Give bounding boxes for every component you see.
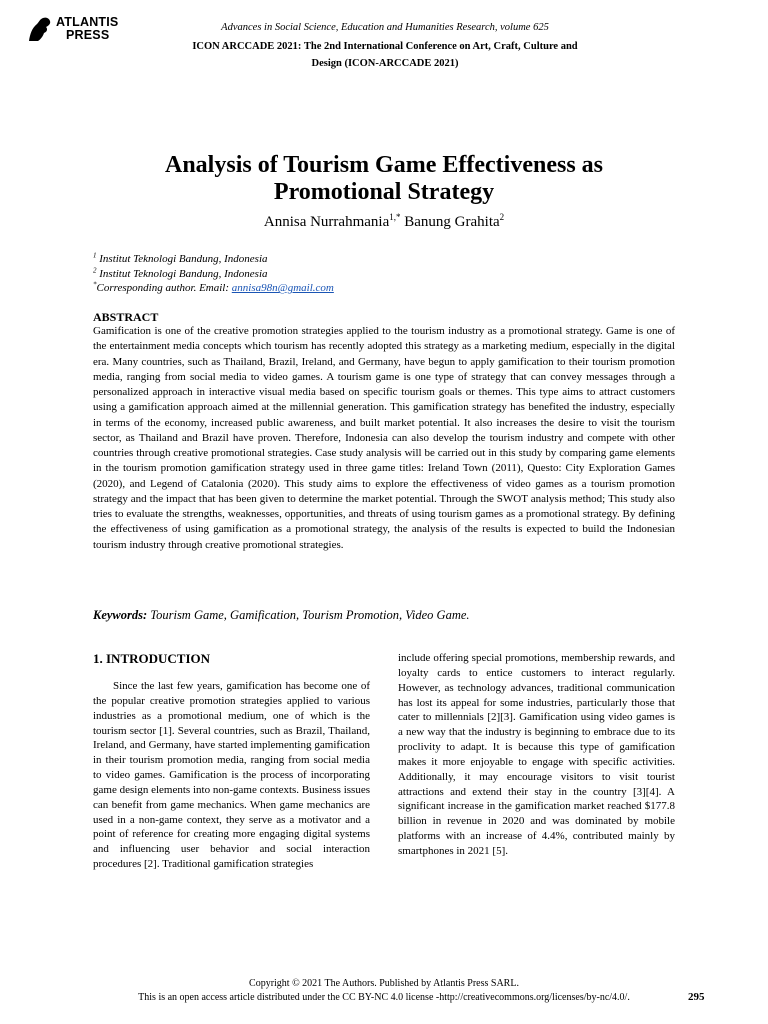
corresponding-superscript: * xyxy=(93,280,97,289)
atlantis-logo-icon xyxy=(26,14,56,44)
author-1-superscript: 1,* xyxy=(389,212,401,222)
title-line-1: Analysis of Tourism Game Effectiveness as xyxy=(165,152,603,178)
email-link[interactable]: annisa98n@gmail.com xyxy=(231,282,334,295)
logo-line-2: PRESS xyxy=(66,28,110,42)
copyright-line: Copyright © 2021 The Authors. Published by Atlantis Press SARL. xyxy=(249,978,519,989)
page-footer xyxy=(0,977,768,1005)
corresponding-author xyxy=(93,281,334,296)
keywords xyxy=(93,608,470,623)
affiliation-1 xyxy=(93,252,334,267)
paper-title xyxy=(90,152,678,206)
keywords-label: Keywords: xyxy=(93,608,148,622)
affiliation-2 xyxy=(93,267,334,282)
abstract-text: Gamification is one of the creative promotion strategies applied to the tourism industry as a promotional strategy. Game is one of the entertainment media concepts which tourism has recently adopted this strategy as a marketing medium, especially in the digital era. Many countries, such as Thailand, Brazil, Ireland, and Germany, have begun to apply gamification to their tourism promotion media, ranging from social media to video games. A tourism game is one type of strategy that can convey messages through a personalized approach in interactive visual media based on specific tourism goals or themes. This type aims to attract customers using a gamification approach aimed at the millennial generation. This gamification strategy has benefited the industry, especially in terms of the economy, increased public awareness, and built market potential. It also increases the desire to visit the tourism sector, as Thailand and Brazil have proven. Therefore, Indonesia can also develop the tourism industry and compete with other countries through creative promotional strategies. Case study analysis will be carried out in this study by comparing game elements in the tourism promotion gamification strategy used in three game titles: Ireland Town (2011), Questo: City Exploration Games (2020), and Legend of Catalonia (2020). This study aims to explore the effectiveness of video games as a tourism promotion strategy and the impact that has been given to determine the market potential. Through the SWOT analysis method; This study also tries to evaluate the strengths, weaknesses, opportunities, and threats of using tourism games as a promotional strategy. By defining the effectiveness of using gamification as a promotional strategy, the analysis of the results is expected to build the Indonesian tourism industry through creative promotional strategies. xyxy=(93,325,675,551)
affiliations xyxy=(93,252,334,296)
conference-line-2: Design (ICON-ARCCADE 2021) xyxy=(311,58,459,69)
running-header xyxy=(150,21,620,72)
journal-name: Advances in Social Science, Education and Humanities Research, volume 625 xyxy=(221,22,549,33)
section-heading-introduction: 1. INTRODUCTION xyxy=(93,651,211,666)
author-list xyxy=(90,214,678,231)
abstract-heading: ABSTRACT xyxy=(93,310,159,324)
conference-line-1: ICON ARCCADE 2021: The 2nd International Conference on Art, Craft, Culture and xyxy=(192,41,578,52)
author-1: Annisa Nurrahmania xyxy=(263,214,390,230)
affiliation-1-superscript: 1 xyxy=(93,251,97,260)
publisher-logo xyxy=(26,14,118,46)
affiliation-2-superscript: 2 xyxy=(93,265,97,274)
introduction-right-column: include offering special promotions, membership rewards, and loyalty cards to entice customers to interact regularly. However, as technology advances, traditional communication has lost its appeal for some industries, particularly those that cater to millennials [2][3]. Gamification using video games is a new way that the industry is beginning to embrace due to its proclivity to adapt. It is because this type of gamification makes it more enjoyable to engage with specific activities. Additionally, it may encourage visitors to visit tourist attractions and extend their stay in the country [3][4]. A significant increase in the gamification market reached $177.8 billion in revenue in 2020 and was dominated by mobile platforms with an increase of 4.4%, contributed mainly by smartphones in 2021 [5]. xyxy=(398,652,675,857)
author-2-superscript: 2 xyxy=(499,212,505,222)
keywords-list: Tourism Game, Gamification, Tourism Promotion, Video Game. xyxy=(147,608,470,622)
license-line: This is an open access article distributed under the CC BY-NC 4.0 license -http://creativecommons.org/licenses/by-nc/4.0/. xyxy=(138,992,630,1003)
author-2: Banung Grahita xyxy=(400,214,500,230)
affiliation-2-text: Institut Teknologi Bandung, Indonesia xyxy=(96,267,268,280)
affiliation-1-text: Institut Teknologi Bandung, Indonesia xyxy=(96,253,268,265)
title-line-2: Promotional Strategy xyxy=(273,179,495,205)
page-number: 295 xyxy=(688,991,705,1003)
introduction-left-column: Since the last few years, gamification has become one of the popular creative promotion strategies applied to various industries as a promotional medium, one of which is the tourism sector [1]. Several countries, such as Brazil, Thailand, Ireland, and Germany, have started implementing gamification in their tourism promotion media, ranging from social media to video games. Gamification is the process of incorporating game design elements into non-game contexts. Business issues can benefit from game mechanics. When game mechanics are used in a non-game context, they serve as a motivator and a point of reference for creating more engaging digital systems and influencing user behavior and social interaction procedures [2]. Traditional gamification strategies xyxy=(93,680,370,871)
conference-name xyxy=(150,38,620,72)
corresponding-label: Corresponding author. Email: xyxy=(96,282,232,295)
logo-line-1: ATLANTIS xyxy=(56,15,119,29)
